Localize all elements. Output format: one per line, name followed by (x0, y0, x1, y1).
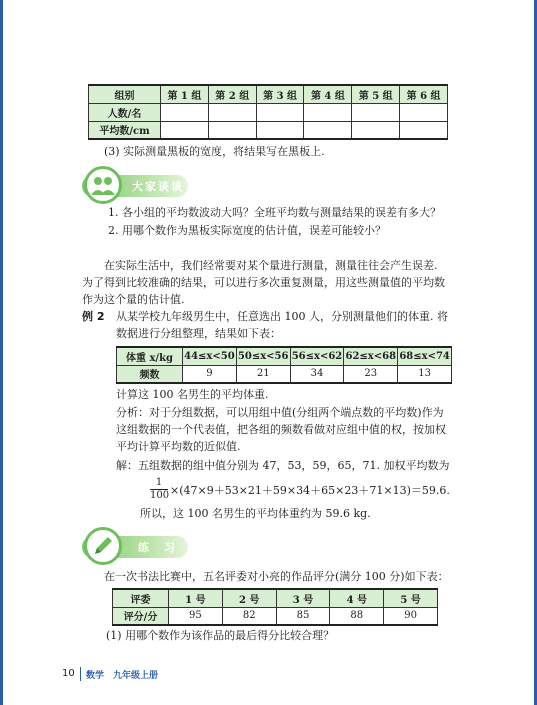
paragraph-line: 为了得到比较准确的结果，可以进行多次重复测量，用这些测量值的平均数 (82, 276, 445, 289)
example-label: 例 2 (82, 310, 105, 323)
fraction-numerator: 1 (150, 477, 168, 490)
table-header-cell: 5 号 (384, 589, 438, 607)
table-header-cell: 56≤x<62 (290, 347, 344, 365)
group-measurement-table (88, 84, 448, 140)
table-cell (208, 121, 256, 139)
table-header-cell: 体重 x/kg (117, 347, 183, 365)
table-header-cell: 第 3 组 (256, 85, 304, 103)
table-cell: 90 (384, 607, 438, 625)
weight-frequency-table (116, 346, 452, 384)
table-cell: 95 (169, 607, 223, 625)
example-line: 从某学校九年级男生中，任意选出 100 人，分别测量他们的体重. 将 (116, 310, 448, 323)
table-cell: 21 (236, 365, 290, 383)
table-cell (256, 103, 304, 121)
table-header-cell: 1 号 (169, 589, 223, 607)
table-cell (352, 121, 400, 139)
table-header-cell: 第 4 组 (304, 85, 352, 103)
pencil-icon (87, 530, 119, 562)
fraction-denominator: 100 (150, 490, 170, 501)
table-header-cell: 62≤x<68 (344, 347, 398, 365)
table-header-cell: 第 2 组 (208, 85, 256, 103)
weighted-average-formula: ×(47×9＋53×21＋59×34＋65×23＋71×13)＝59.6. (170, 484, 450, 497)
page-number: 10 (62, 668, 75, 679)
table-cell (304, 103, 352, 121)
practice-banner-label: 练 习 (138, 541, 177, 554)
solution-line: 解：五组数据的组中值分别为 47，53，59，65，71. 加权平均数为 (116, 459, 450, 472)
example-line: 数据进行分组整理，结果如下表： (116, 327, 281, 340)
table-header-cell: 4 号 (330, 589, 384, 607)
table-cell (208, 103, 256, 121)
table-header-cell: 评委 (113, 589, 169, 607)
table-row (113, 607, 438, 625)
table-cell (400, 103, 448, 121)
judge-score-table (112, 588, 438, 626)
table-cell (256, 121, 304, 139)
paragraph-line: 作为这个量的估计值. (82, 293, 185, 306)
table-cell (352, 103, 400, 121)
table-cell: 23 (344, 365, 398, 383)
table-header-cell: 第 5 组 (352, 85, 400, 103)
row-label: 评分/分 (113, 607, 169, 625)
table-cell: 82 (222, 607, 276, 625)
example-conclusion: 所以，这 100 名男生的平均体重约为 59.6 kg. (140, 507, 371, 520)
practice-question-1: (1) 用哪个数作为该作品的最后得分比较合理？ (106, 629, 335, 642)
discussion-question-1: 1. 各小组的平均数波动大吗？全班平均数与测量结果的误差有多大？ (108, 206, 441, 219)
table-row (89, 85, 448, 103)
table-row (89, 103, 448, 121)
table-header-cell: 44≤x<50 (183, 347, 237, 365)
table-cell: 9 (183, 365, 237, 383)
table-cell: 13 (398, 365, 452, 383)
practice-intro: 在一次书法比赛中，五名评委对小亮的作品评分(满分 100 分)如下表： (104, 570, 449, 583)
row-label: 平均数/cm (89, 121, 161, 139)
analysis-line: 平均计算平均数的近似值. (116, 440, 241, 453)
table-row (117, 347, 452, 365)
table-header-cell: 50≤x<56 (236, 347, 290, 365)
table-cell (161, 121, 209, 139)
table-row (117, 365, 452, 383)
paragraph-line: 在实际生活中，我们经常要对某个量进行测量，测量往往会产生误差. (104, 259, 438, 272)
table-header-cell: 第 6 组 (400, 85, 448, 103)
book-title: 数学 九年级上册 (86, 671, 159, 681)
table-cell (161, 103, 209, 121)
table-row (89, 121, 448, 139)
table-header-cell: 2 号 (222, 589, 276, 607)
footer-divider (80, 667, 81, 681)
discussion-question-2: 2. 用哪个数作为黑板实际宽度的估计值，误差可能较小？ (108, 224, 386, 237)
table-cell (400, 121, 448, 139)
table-header-cell: 3 号 (276, 589, 330, 607)
row-label: 人数/名 (89, 103, 161, 121)
table-cell: 34 (290, 365, 344, 383)
item-3-text: (3) 实际测量黑板的宽度，将结果写在黑板上. (104, 145, 325, 158)
people-discussion-icon (87, 169, 119, 201)
row-label: 频数 (117, 365, 183, 383)
table-cell (304, 121, 352, 139)
table-header-cell: 第 1 组 (161, 85, 209, 103)
page-left-edge (0, 0, 3, 705)
table-cell: 85 (276, 607, 330, 625)
analysis-line: 分析：对于分组数据，可以用组中值(分组两个端点数的平均数)作为 (116, 406, 444, 419)
fraction-one-hundredth (150, 477, 168, 502)
discussion-badge (84, 166, 122, 204)
table-row (113, 589, 438, 607)
table-header-cell: 组别 (89, 85, 161, 103)
example-task: 计算这 100 名男生的平均体重. (116, 388, 269, 401)
table-header-cell: 68≤x<74 (398, 347, 452, 365)
analysis-line: 这组数据的一个代表值，把各组的频数看做对应组中值的权，按加权 (116, 423, 446, 436)
table-cell: 88 (330, 607, 384, 625)
practice-badge (84, 527, 122, 565)
discussion-banner-label: 大家谈谈 (132, 180, 184, 193)
